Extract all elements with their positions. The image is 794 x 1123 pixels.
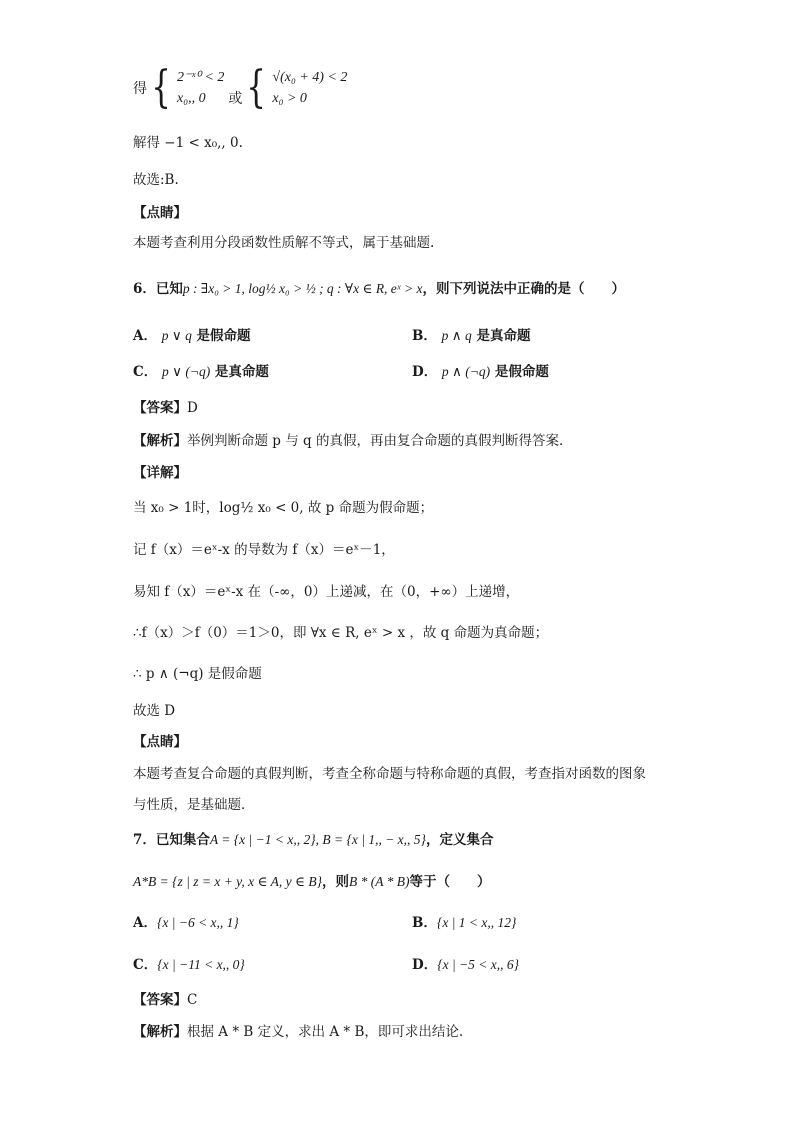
- system-2-row-1: √(x₀ + 4) < 2: [272, 70, 348, 85]
- option-a: [133, 326, 251, 346]
- q7-option-c: [133, 955, 245, 975]
- dianjing-label: 【点睛】: [133, 734, 187, 750]
- analysis-label: 【解析】: [133, 433, 187, 449]
- q7-analysis-line: [133, 1022, 463, 1042]
- option-b-label: B．: [412, 328, 437, 344]
- prefix-text: 得: [133, 81, 147, 97]
- answer-label: 【答案】: [133, 992, 187, 1008]
- analysis-line: [133, 431, 572, 451]
- question-number: 7．: [133, 832, 156, 848]
- option-c-value: {x | −11 < x,, 0}: [157, 957, 245, 972]
- question-6-stem: [133, 279, 625, 299]
- option-d-value: {x | −5 < x,, 6}: [437, 957, 520, 972]
- q7-answer-line: [133, 990, 197, 1010]
- detail-label: 【详解】: [133, 465, 187, 481]
- option-c-label: C．: [133, 364, 158, 380]
- option-d-expr: p ∧ (¬q): [441, 364, 491, 379]
- option-a-label: A．: [133, 915, 157, 931]
- choose-line: 故选:B.: [133, 172, 179, 188]
- system-1: [177, 67, 224, 109]
- or-text: 或: [228, 91, 243, 107]
- detail-line-2: 记 f（x）＝eˣ-x 的导数为 f（x）＝eˣ－1，: [133, 542, 395, 558]
- answer-value: D: [187, 400, 198, 416]
- left-brace: {: [151, 62, 171, 113]
- analysis-label: 【解析】: [133, 1024, 187, 1040]
- option-c: [133, 362, 269, 382]
- option-a-label: A．: [133, 328, 157, 344]
- detail-line-4: ∴f（x）＞f（0）＝1＞0，即 ∀x ∈ R, eˣ > x ，故 q 命题为真命题；: [133, 625, 549, 641]
- left-brace: {: [246, 62, 267, 113]
- system-1-row-2: x₀,, 0: [177, 91, 206, 106]
- question-lead: 已知集合: [155, 832, 210, 848]
- detail-line-3: 易知 f（x）＝eˣ-x 在（-∞，0）上递减，在（0，+∞）上递增，: [133, 584, 520, 600]
- detail-line-5: ∴ p ∧ (¬q) 是假命题: [133, 666, 262, 682]
- question-ask: 等于（ ）: [409, 874, 491, 890]
- option-d: [412, 362, 549, 382]
- system-2: [272, 67, 347, 109]
- option-c-label: C．: [133, 957, 158, 973]
- option-b-value: {x | 1 < x,, 12}: [436, 915, 517, 930]
- option-b: [412, 326, 530, 346]
- question-lead-tail: ，定义集合: [425, 832, 494, 848]
- question-lead: 已知: [155, 281, 183, 297]
- answer-line: [133, 398, 198, 418]
- option-c-text: 是真命题: [214, 364, 269, 380]
- inequality-systems: [133, 62, 348, 113]
- question-condition: p : ∃x₀ > 1, log½ x₀ > ½ ; q : ∀x ∈ R, eˣ > x: [182, 281, 423, 296]
- system-2-row-2: x₀ > 0: [272, 91, 307, 106]
- question-tail: ，则下列说法中正确的是（ ）: [422, 281, 625, 297]
- option-b-label: B．: [412, 915, 437, 931]
- question-number: 6．: [133, 281, 156, 297]
- detail-line-1: 当 x₀ > 1时，log½ x₀ < 0, 故 p 命题为假命题；: [133, 500, 434, 516]
- dianjing-line-1: 本题考查复合命题的真假判断，考查全称命题与特称命题的真假，考查指对函数的图象: [133, 766, 646, 782]
- answer-value: C: [187, 992, 198, 1008]
- option-b-text: 是真命题: [476, 328, 531, 344]
- solve-line: 解得 −1 < x₀,, 0.: [133, 135, 243, 151]
- option-d-label: D．: [412, 364, 438, 380]
- option-b-expr: p ∧ q: [441, 328, 472, 343]
- question-7-stem-1: [133, 830, 493, 850]
- star-definition: A*B = {z | z = x + y, x ∈ A, y ∈ B}: [133, 874, 323, 889]
- dianjing-text: 本题考查利用分段函数性质解不等式，属于基础题.: [133, 235, 435, 251]
- detail-line-6: 故选 D: [133, 703, 176, 719]
- option-d-label: D．: [412, 957, 438, 973]
- set-definitions: A = {x | −1 < x,, 2}, B = {x | 1,, − x,, 5}: [209, 832, 426, 847]
- definition-tail: ，则: [322, 874, 350, 890]
- option-a-value: {x | −6 < x,, 1}: [156, 915, 239, 930]
- system-1-row-1: 2⁻ˣ⁰ < 2: [177, 70, 225, 85]
- option-a-text: 是假命题: [196, 328, 251, 344]
- answer-label: 【答案】: [133, 400, 187, 416]
- q7-option-d: [412, 955, 519, 975]
- option-a-expr: p ∨ q: [161, 328, 192, 343]
- analysis-text: 根据 A * B 定义，求出 A * B，即可求出结论.: [187, 1024, 464, 1040]
- option-c-expr: p ∨ (¬q): [161, 364, 211, 379]
- option-d-text: 是假命题: [494, 364, 549, 380]
- dianjing-line-2: 与性质，是基础题．: [133, 797, 255, 813]
- q7-option-b: [412, 913, 516, 933]
- analysis-text: 举例判断命题 p 与 q 的真假，再由复合命题的真假判断得答案．: [187, 433, 573, 449]
- question-7-stem-2: [133, 872, 491, 892]
- dianjing-label: 【点睛】: [133, 205, 187, 221]
- q7-option-a: [133, 913, 239, 933]
- target-expression: B * (A * B): [349, 874, 410, 889]
